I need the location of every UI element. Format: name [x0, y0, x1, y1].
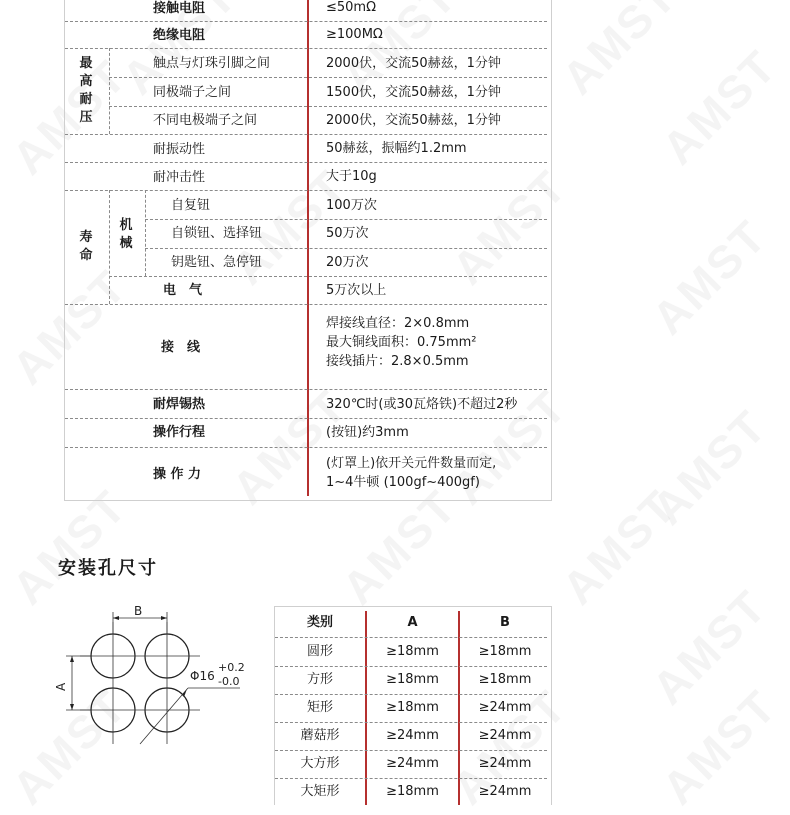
spec-value-line: 1~4牛顿 (100gf~400gf) [326, 475, 480, 490]
size-a: ≥24mm [386, 756, 439, 771]
size-b: ≥18mm [478, 644, 532, 659]
size-category: 方形 [306, 672, 333, 687]
row-divider [109, 276, 547, 277]
group-char: 命 [79, 248, 93, 263]
spec-value-line: 最大铜线面积：0.75mm² [326, 335, 477, 350]
spec-label: 接 线 [161, 340, 201, 355]
row-divider [275, 694, 547, 695]
spec-value: 5万次以上 [326, 283, 387, 298]
group-char: 械 [119, 236, 133, 251]
column-divider [145, 190, 146, 276]
spec-label: 耐焊锡热 [153, 397, 206, 412]
size-a: ≥24mm [386, 728, 439, 743]
size-b: ≥24mm [478, 756, 532, 771]
group-char: 寿 [79, 230, 93, 245]
row-divider [65, 304, 547, 305]
size-a: ≥18mm [386, 644, 439, 659]
size-table [274, 606, 552, 805]
spec-label: 耐振动性 [153, 142, 206, 157]
spec-value: ≤50mΩ [326, 0, 377, 15]
spec-value [326, 454, 496, 492]
header-a: A [407, 615, 418, 630]
spec-value: 50万次 [326, 226, 369, 241]
spec-value-line: (灯罩上)依开关元件数量而定, [326, 456, 497, 471]
size-category: 大方形 [300, 756, 340, 771]
size-category: 蘑菇形 [300, 728, 340, 743]
size-b: ≥24mm [478, 728, 532, 743]
row-divider [65, 447, 547, 448]
size-category: 大矩形 [300, 784, 340, 799]
section-title: 安装孔尺寸 [58, 558, 158, 579]
spec-label: 操 作 力 [153, 467, 202, 482]
spec-label: 自锁钮、选择钮 [171, 226, 263, 241]
spec-label: 同极端子之间 [153, 85, 232, 100]
row-divider [275, 637, 547, 638]
spec-label: 触点与灯珠引脚之间 [153, 56, 271, 71]
spec-value: 大于10g [326, 169, 377, 184]
header-category: 类别 [306, 615, 333, 630]
spec-value: 2000伏，交流50赫兹，1分钟 [326, 56, 501, 71]
size-a: ≥18mm [386, 672, 439, 687]
row-divider [145, 248, 547, 249]
mounting-hole-diagram [50, 600, 260, 804]
group-voltage [78, 55, 94, 127]
row-divider [275, 666, 547, 667]
spec-label: 电 气 [163, 283, 203, 298]
diameter-label: Φ16 [190, 669, 215, 683]
tolerance-plus: +0.2 [218, 661, 245, 674]
spec-label: 操作行程 [153, 425, 206, 440]
size-b: ≥24mm [478, 784, 532, 799]
group-char: 机 [119, 218, 133, 233]
spec-value: 100万次 [326, 198, 377, 213]
spec-table [64, 0, 552, 501]
spec-value-line: 接线插片：2.8×0.5mm [326, 354, 469, 369]
row-divider [65, 21, 547, 22]
size-a: ≥18mm [386, 700, 439, 715]
spec-value: 320℃时(或30瓦烙铁)不超过2秒 [326, 397, 518, 412]
size-category: 圆形 [306, 644, 333, 659]
row-divider [275, 778, 547, 779]
spec-value: (按钮)约3mm [326, 425, 409, 440]
spec-label: 自复钮 [171, 198, 211, 213]
row-divider [275, 750, 547, 751]
spec-label: 钥匙钮、急停钮 [171, 255, 263, 270]
spec-value: 50赫兹，振幅约1.2mm [326, 141, 467, 156]
group-char: 耐 [79, 92, 93, 107]
row-divider [65, 190, 547, 191]
spec-label: 绝缘电阻 [153, 28, 206, 43]
row-divider [65, 418, 547, 419]
size-b: ≥24mm [478, 700, 532, 715]
header-b: B [500, 615, 510, 630]
group-char: 压 [79, 110, 93, 125]
spec-value [326, 314, 476, 371]
row-divider [65, 162, 547, 163]
column-divider [109, 48, 110, 134]
tolerance-minus: -0.0 [218, 675, 240, 688]
row-divider [65, 389, 547, 390]
spec-value: ≥100MΩ [326, 27, 383, 42]
size-b: ≥18mm [478, 672, 532, 687]
spec-value: 20万次 [326, 255, 369, 270]
group-char: 高 [79, 74, 93, 89]
spec-label: 不同电极端子之间 [153, 113, 258, 128]
row-divider [109, 77, 547, 78]
spec-value-line: 焊接线直径：2×0.8mm [326, 316, 470, 331]
spec-label: 耐冲击性 [153, 170, 206, 185]
spec-value: 1500伏，交流50赫兹，1分钟 [326, 85, 501, 100]
size-category: 矩形 [306, 700, 333, 715]
spec-value: 2000伏，交流50赫兹，1分钟 [326, 113, 501, 128]
dimension-b-label: B [134, 604, 143, 618]
size-a: ≥18mm [386, 784, 439, 799]
row-divider [275, 722, 547, 723]
row-divider [65, 134, 547, 135]
dimension-a-label: A [54, 682, 68, 691]
group-char: 最 [79, 56, 93, 71]
group-mechanical [118, 217, 134, 253]
spec-label: 接触电阻 [153, 1, 206, 16]
column-divider [109, 190, 110, 304]
row-divider [109, 106, 547, 107]
row-divider [65, 48, 547, 49]
row-divider [145, 219, 547, 220]
group-life [78, 229, 94, 265]
